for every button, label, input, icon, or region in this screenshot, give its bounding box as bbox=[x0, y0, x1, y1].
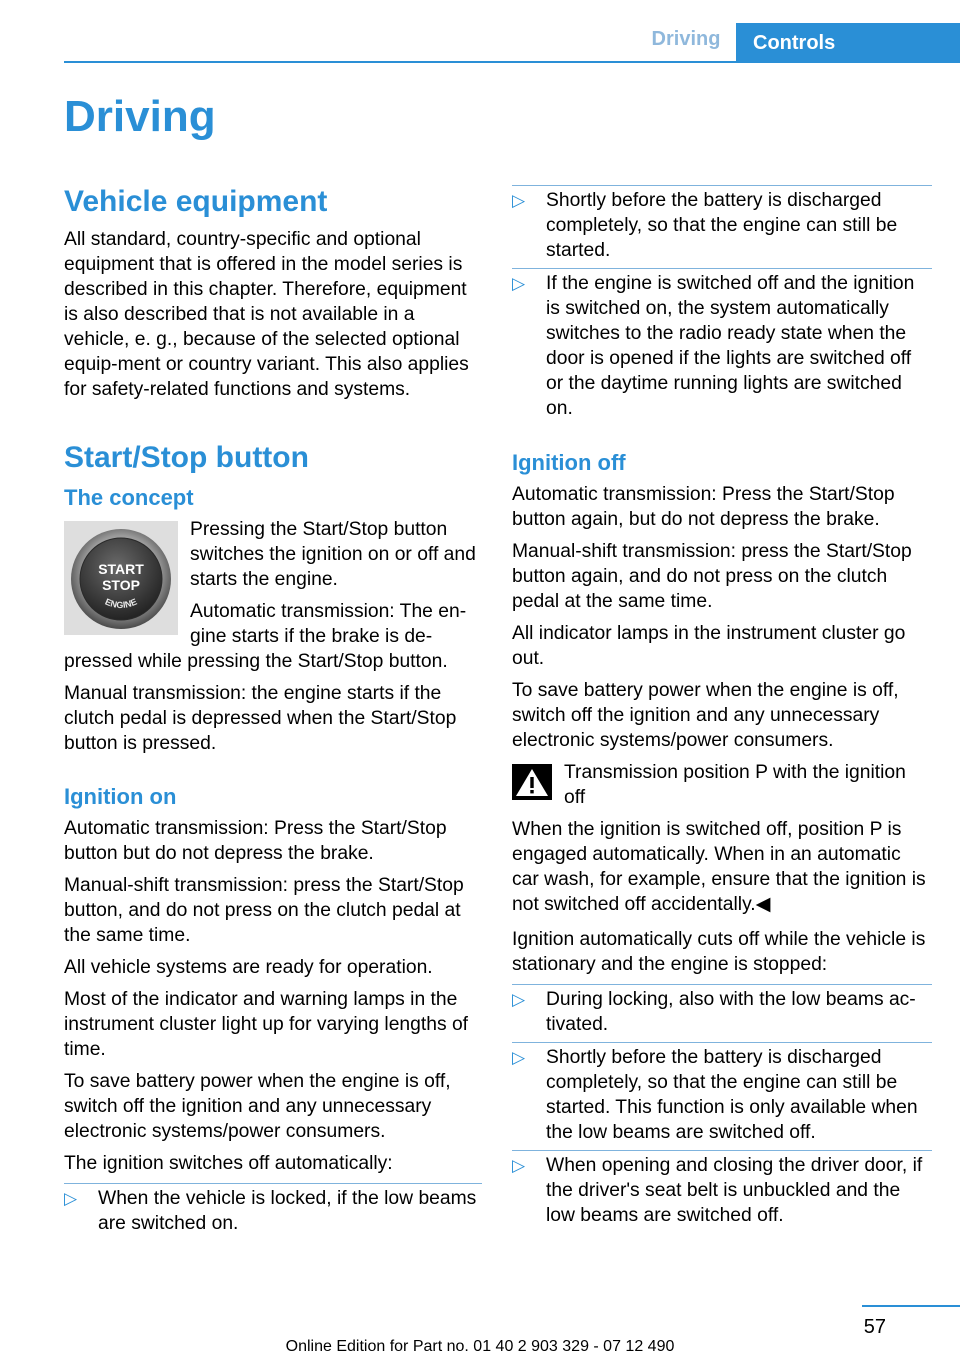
bullet-triangle-icon: ▷ bbox=[512, 274, 526, 293]
bullet-triangle-icon: ▷ bbox=[512, 990, 526, 1009]
list-item bbox=[64, 1183, 482, 1241]
ignition-off-text-3: All indicator lamps in the instrument cluster go out. bbox=[512, 623, 906, 669]
start-stop-heading: Start/Stop button bbox=[64, 441, 309, 474]
ignition-off-text-4: To save battery power when the engine is off, switch off the ignition and any unnecessary electronic systems/power consumers. bbox=[512, 680, 899, 751]
list-item bbox=[512, 1150, 932, 1233]
page-number: 57 bbox=[863, 1316, 886, 1338]
list-item-text: If the engine is switched off and the ignition is switched on, the system automatically switches to the radio ready state when the door is opened if the lights are switched off or the daytime running lights are switched on. bbox=[546, 273, 915, 419]
header-chapter-tab[interactable]: Controls bbox=[736, 23, 960, 61]
ignition-on-heading: Ignition on bbox=[64, 784, 177, 809]
concept-section bbox=[64, 517, 482, 681]
right-column bbox=[512, 185, 932, 1243]
concept-text-2: Automatic transmission: The en‐gine starts if the brake is de‐pressed while pressing the Start/Stop button. bbox=[64, 601, 467, 672]
header-section-tab[interactable]: Driving bbox=[651, 28, 721, 50]
chapter-title: Driving bbox=[64, 92, 216, 141]
bullet-triangle-icon: ▷ bbox=[64, 1189, 78, 1208]
ignition-on-text-3: All vehicle systems are ready for operation. bbox=[64, 957, 433, 978]
ignition-off-text-5: Ignition automatically cuts off while the vehicle is stationary and the engine is stopped: bbox=[512, 929, 926, 975]
list-item bbox=[512, 984, 932, 1042]
ignition-off-text-2: Manual-shift transmission: press the Start/Stop button again, and do not press on the clutch pedal at the same time. bbox=[512, 541, 912, 612]
list-item-text: Shortly before the battery is discharged completely, so that the engine can still be started. bbox=[546, 190, 898, 261]
ignition-off-bullet-list bbox=[512, 984, 932, 1233]
warning-body: When the ignition is switched off, position P is engaged automatically. When in an automatic car wash, for example, ensure that the ignition is not switched off accidentally.◀ bbox=[512, 819, 926, 915]
warning-box bbox=[512, 760, 932, 917]
ignition-on-bullet-list bbox=[64, 1183, 482, 1241]
ignition-on-text-4: Most of the indicator and warning lamps in the instrument cluster light up for varying lengths of time. bbox=[64, 989, 469, 1060]
list-item-text: When opening and closing the driver door, if the driver's seat belt is unbuckled and the low beams are switched off. bbox=[546, 1155, 923, 1226]
list-item-text: During locking, also with the low beams ac‐tivated. bbox=[546, 989, 916, 1035]
ignition-on-text-6: The ignition switches off automatically: bbox=[64, 1153, 393, 1174]
concept-text-1: Pressing the Start/Stop button switches the ignition on or off and starts the engine. bbox=[190, 519, 476, 590]
warning-triangle-icon bbox=[512, 764, 552, 800]
list-item bbox=[512, 185, 932, 268]
button-label-start: START bbox=[98, 561, 144, 577]
ignition-on-text-1: Automatic transmission: Press the Start/Stop button but do not depress the brake. bbox=[64, 818, 447, 864]
button-label-engine: ENGINE bbox=[103, 596, 139, 611]
ignition-off-heading: Ignition off bbox=[512, 450, 626, 475]
ignition-off-text-1: Automatic transmission: Press the Start/Stop button again, but do not depress the brake. bbox=[512, 484, 895, 530]
ignition-on-text-5: To save battery power when the engine is off, switch off the ignition and any unnecessary electronic systems/power consumers. bbox=[64, 1071, 451, 1142]
button-label-stop: STOP bbox=[102, 577, 140, 593]
header-rule bbox=[64, 61, 960, 63]
concept-heading: The concept bbox=[64, 485, 194, 510]
bullet-triangle-icon: ▷ bbox=[512, 1048, 526, 1067]
left-column bbox=[64, 182, 482, 1251]
vehicle-equipment-body: All standard, country-specific and optional equipment that is offered in the model series is described in this chapter. Therefore, equipment is also described that is not available in a vehicle, e. g., because of the selected optional equip‐ment or country variant. This also applies for safety-related functions and systems. bbox=[64, 229, 469, 400]
bullet-triangle-icon: ▷ bbox=[512, 191, 526, 210]
start-stop-button-icon bbox=[64, 521, 178, 635]
ignition-on-bullet-list-continued bbox=[512, 185, 932, 426]
ignition-on-text-2: Manual-shift transmission: press the Start/Stop button, and do not press on the clutch pedal at the same time. bbox=[64, 875, 464, 946]
list-item-text: When the vehicle is locked, if the low beams are switched on. bbox=[98, 1188, 477, 1234]
bullet-triangle-icon: ▷ bbox=[512, 1156, 526, 1175]
warning-title: Transmission position P with the ignition off bbox=[564, 762, 906, 808]
footer-edition: Online Edition for Part no. 01 40 2 903 329 - 07 12 490 bbox=[285, 1338, 675, 1355]
list-item-text: Shortly before the battery is discharged completely, so that the engine can still be started. This function is only available when the low beams are switched off. bbox=[546, 1047, 918, 1143]
start-stop-button-image bbox=[64, 521, 178, 635]
vehicle-equipment-heading: Vehicle equipment bbox=[64, 185, 328, 218]
list-item bbox=[512, 268, 932, 426]
concept-text-3: Manual transmission: the engine starts if the clutch pedal is depressed when the Start/Stop button is pressed. bbox=[64, 683, 457, 754]
warning-icon-frame bbox=[512, 764, 552, 800]
footer-rule bbox=[862, 1305, 960, 1307]
list-item bbox=[512, 1042, 932, 1150]
